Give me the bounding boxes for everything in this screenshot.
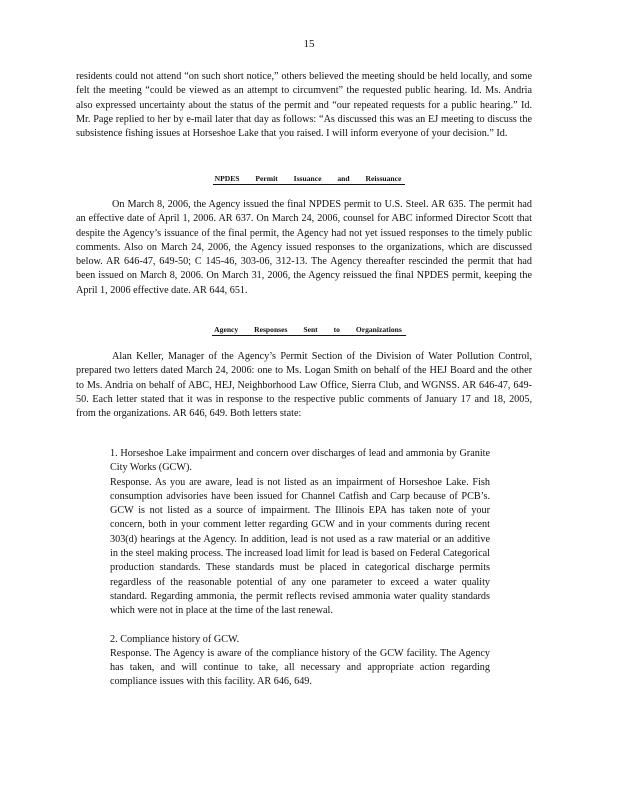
intro-paragraph-block xyxy=(76,70,532,141)
section1-block xyxy=(76,198,532,298)
section1-paragraph: On March 8, 2006, the Agency issued the final NPDES permit to U.S. Steel. AR 635. The permit had an effective date of April 1, 2006. AR 637. On March 24, 2006, counsel for ABC informed Director Scott that despite the Agency’s issuance of the final permit, the Agency had not yet issued responses to the timely public comments. Also on March 24, 2006, the Agency issued responses to the organizations, which are discussed below. AR 646-47, 649-50; C 145-46, 303-06, 312-13. The Agency thereafter rescinded the permit that had been issued on March 8, 2006. On March 31, 2006, the Agency reissued the final NPDES permit, keeping the April 1, 2006 effective date. AR 644, 651. xyxy=(76,199,532,296)
page-number: 15 xyxy=(303,38,315,50)
intro-paragraph: residents could not attend “on such short notice,” others believed the meeting should be held locally, and some felt the meeting “could be viewed as an attempt to circumvent” the requested public hearing. Id. Ms. Andria also expressed uncertainty about the status of the permit and “our repeated requests for a public hearing.” Id. Mr. Page replied to her by e-mail later that day as follows: “As discussed this was an EJ meeting to discuss the subsistence fishing issues at Horseshoe Lake that you raised. I will inform everyone of your decision.” Id. xyxy=(76,71,532,140)
section2-block xyxy=(76,350,532,421)
quote-item-1-response: Response. As you are aware, lead is not listed as an impairment of Horseshoe Lake. Fish consumption advisories have been issued for Channel Catfish and Carp because of PCB’s. GCW is not listed as a source of impairment. The Illinois EPA has taken note of your concern, both in your comment letter regarding GCW and in your comments during recent 303(d) hearings at the Agency. In addition, lead is not used as a raw material or an additive in the steel making process. The increased load limit for lead is based on Federal Categorical production standards. These standards must be placed in categorical discharge permits regardless of the reasonable potential of any one parameter to exceed a water quality standard. Regarding ammonia, the permit reflects revised ammonia water quality standards which were not in place at the time of the last renewal. xyxy=(110,476,490,617)
section-heading-responses xyxy=(0,325,618,336)
quote-item-1-title: 1. Horseshoe Lake impairment and concern over discharges of lead and ammonia by Granite City Works (GCW). xyxy=(110,448,490,474)
section-heading-npdes-text: NPDES Permit Issuance and Reissuance xyxy=(213,174,406,185)
quote-item-2-response: Response. The Agency is aware of the compliance history of the GCW facility. The Agency has taken, and will continue to take, all necessary and appropriate action regarding compliance issues with this facility. AR 646, 649. xyxy=(110,647,490,688)
block-quote xyxy=(110,447,490,704)
quote-item-1 xyxy=(110,447,490,619)
section-heading-npdes xyxy=(0,174,618,185)
section2-paragraph: Alan Keller, Manager of the Agency’s Permit Section of the Division of Water Pollution Control, prepared two letters dated March 24, 2006: one to Ms. Logan Smith on behalf of the HEJ Board and the other to Ms. Andria on behalf of ABC, HEJ, Neighborhood Law Office, Sierra Club, and WGNSS. AR 646-47, 649-50. Each letter stated that it was in response to the respective public comments of January 17 and 18, 2005, from the organizations. AR 646, 649. Both letters state: xyxy=(76,351,532,420)
quote-item-2 xyxy=(110,633,490,690)
section-heading-responses-text: Agency Responses Sent to Organizations xyxy=(212,325,406,336)
quote-item-2-title: 2. Compliance history of GCW. xyxy=(110,633,240,645)
